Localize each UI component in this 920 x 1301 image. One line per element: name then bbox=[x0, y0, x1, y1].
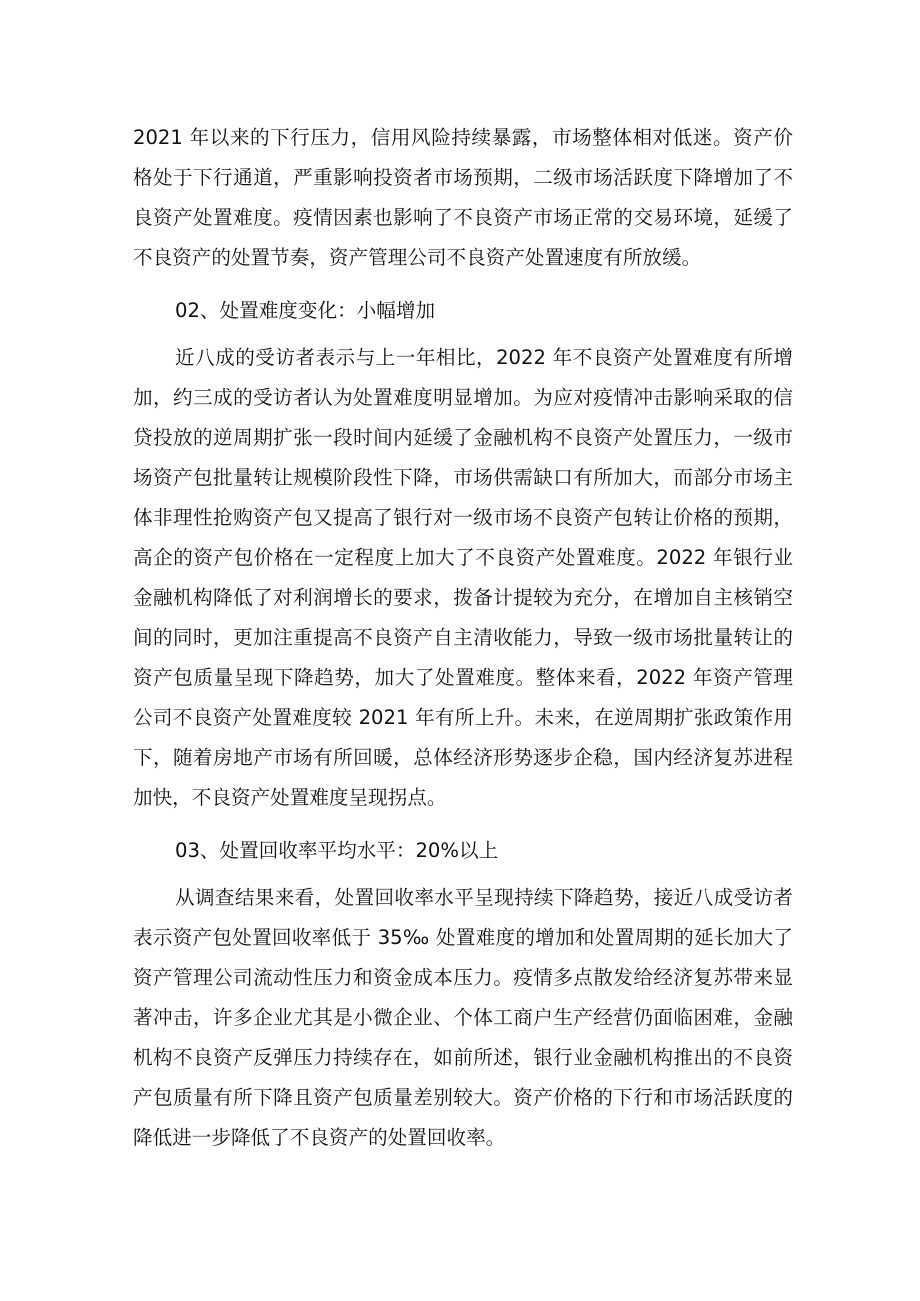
paragraph-2-line: 体非理性抢购资产包又提高了银行对一级市场不良资产包转让价格的预期， bbox=[133, 506, 793, 529]
paragraph-3-line: 降低进一步降低了不良资产的处置回收率。 bbox=[133, 1126, 506, 1149]
paragraph-2-line: 加，约三成的受访者认为处置难度明显增加。为应对疫情冲击影响采取的信 bbox=[133, 386, 793, 409]
paragraph-2-line: 加快，不良资产处置难度呈现拐点。 bbox=[133, 786, 447, 809]
paragraph-2-line: 公司不良资产处置难度较 2021 年有所上升。未来，在逆周期扩张政策作用 bbox=[133, 706, 793, 729]
paragraph-2-line: 间的同时，更加注重提高不良资产自主清收能力，导致一级市场批量转让的 bbox=[133, 626, 793, 649]
paragraph-1-line: 良资产处置难度。疫情因素也影响了不良资产市场正常的交易环境，延缓了 bbox=[133, 206, 793, 229]
paragraph-3-line: 机构不良资产反弹压力持续存在，如前所述，银行业金融机构推出的不良资 bbox=[133, 1046, 793, 1069]
paragraph-3-line: 从调查结果来看，处置回收率水平呈现持续下降趋势，接近八成受访者 bbox=[175, 886, 793, 909]
paragraph-3-line: 资产管理公司流动性压力和资金成本压力。疫情多点散发给经济复苏带来显 bbox=[133, 966, 793, 989]
paragraph-1-line: 2021 年以来的下行压力，信用风险持续暴露，市场整体相对低迷。资产价 bbox=[133, 126, 793, 149]
paragraph-2-line: 下，随着房地产市场有所回暖，总体经济形势逐步企稳，国内经济复苏进程 bbox=[133, 746, 793, 769]
paragraph-2-line: 高企的资产包价格在一定程度上加大了不良资产处置难度。2022 年银行业 bbox=[133, 546, 793, 569]
paragraph-2-line: 金融机构降低了对利润增长的要求，拨备计提较为充分，在增加自主核销空 bbox=[133, 586, 793, 609]
paragraph-2-line: 近八成的受访者表示与上一年相比，2022 年不良资产处置难度有所增 bbox=[175, 346, 793, 369]
section-heading-03: 03、处置回收率平均水平：20%以上 bbox=[175, 839, 499, 862]
paragraph-3-line: 表示资产包处置回收率低于 35‰ 处置难度的增加和处置周期的延长加大了 bbox=[133, 926, 793, 949]
paragraph-3-line: 产包质量有所下降且资产包质量差别较大。资产价格的下行和市场活跃度的 bbox=[133, 1086, 793, 1109]
section-heading-02: 02、处置难度变化：小幅增加 bbox=[175, 299, 436, 322]
paragraph-2-line: 贷投放的逆周期扩张一段时间内延缓了金融机构不良资产处置压力，一级市 bbox=[133, 426, 793, 449]
paragraph-3-line: 著冲击，许多企业尤其是小微企业、个体工商户生产经营仍面临困难，金融 bbox=[133, 1006, 793, 1029]
paragraph-1-line: 不良资产的处置节奏，资产管理公司不良资产处置速度有所放缓。 bbox=[133, 246, 702, 269]
paragraph-2-line: 场资产包批量转让规模阶段性下降，市场供需缺口有所加大，而部分市场主 bbox=[133, 466, 793, 489]
paragraph-1-line: 格处于下行通道，严重影响投资者市场预期，二级市场活跃度下降增加了不 bbox=[133, 166, 793, 189]
paragraph-2-line: 资产包质量呈现下降趋势，加大了处置难度。整体来看，2022 年资产管理 bbox=[133, 666, 793, 689]
